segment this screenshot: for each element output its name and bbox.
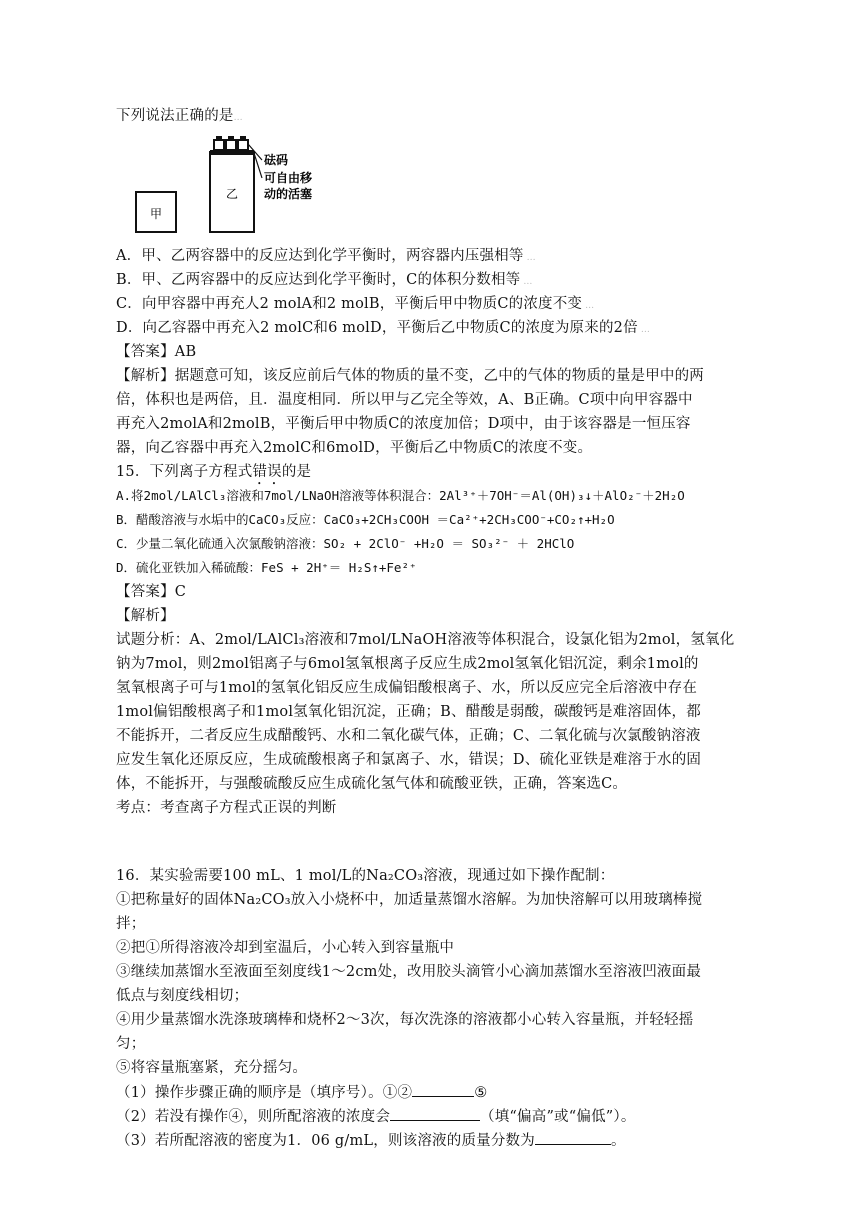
container-figure — [130, 134, 330, 236]
answer-blank-3[interactable] — [535, 1130, 611, 1145]
q15-stem: 15．下列离子方程式错误的是 — [116, 464, 312, 480]
q16-sub2: （2）若没有操作④，则所配溶液的浓度会 （填“偏高”或“偏低”）。 — [116, 1106, 636, 1127]
q14-option-d: D．向乙容器中再充入2 molC和6 molD，平衡后乙中物质C的浓度为原来的2倍 … — [116, 320, 651, 336]
q15-option-d: D．硫化亚铁加入稀硫酸：FeS + 2H⁺＝ H₂S↑+Fe²⁺ — [116, 560, 417, 575]
q16-step: 低点与刻度线相切； — [116, 988, 249, 1004]
answer-blank-1[interactable] — [412, 1082, 474, 1097]
answer-blank-2[interactable] — [390, 1106, 480, 1121]
piston-label-1: 可自由移 — [264, 171, 313, 185]
piston-label-2: 动的活塞 — [264, 187, 313, 201]
q14-analysis-line: 器，向乙容器中再充入2molC和6molD，平衡后乙中物质C的浓度不变。 — [116, 440, 593, 456]
q16-step: ⑤将容量瓶塞紧，充分摇匀。 — [116, 1060, 308, 1076]
q16-step: 拌； — [116, 916, 146, 932]
q16-step: ②把①所得溶液冷却到室温后，小心转入到容量瓶中 — [116, 940, 455, 956]
q15-option-b: B．醋酸溶液与水垢中的CaCO₃反应：CaCO₃+2CH₃COOH ＝Ca²⁺+2CH₃COO⁻+CO₂↑+H₂O — [116, 512, 615, 527]
q15-answer: 【答案】C — [116, 584, 187, 600]
q15-analysis-line: 钠为7mol，则2mol铝离子与6mol氢氧根离子反应生成2mol氢氧化铝沉淀，剩余1mol的 — [116, 656, 699, 672]
q16-step: ①把称量好的固体Na₂CO₃放入小烧杯中，加适量蒸馏水溶解。为加快溶解可以用玻璃棒搅 — [116, 892, 703, 908]
q16-step: ③继续加蒸馏水至液面至刻度线1～2cm处，改用胶头滴管小心滴加蒸馏水至溶液凹液面最 — [116, 964, 702, 980]
box-a-label: 甲 — [149, 207, 163, 221]
q15-option-c: C．少量二氧化硫通入次氯酸钠溶液：SO₂ + 2ClO⁻ +H₂O ＝ SO₃²⁻ ＋ 2HClO — [116, 536, 575, 551]
q14-answer: 【答案】AB — [116, 344, 197, 360]
q15-option-a: A.将2mol/LAlCl₃溶液和7mol/LNaOH溶液等体积混合：2Al³⁺＋7OH⁻＝Al(OH)₃↓＋AlO₂⁻＋2H₂O — [116, 488, 685, 503]
box-b-label: 乙 — [225, 187, 239, 201]
q16-stem: 16．某实验需要100 mL、1 mol/L的Na₂CO₃溶液，现通过如下操作配制： — [116, 868, 615, 884]
q14-option-c: C．向甲容器中再充人2 molA和2 molB，平衡后甲中物质C的浓度不变 … — [116, 296, 595, 312]
q15-analysis-line: 体，不能拆开，与强酸硫酸反应生成硫化氢气体和硫酸亚铁，正确，答案选C。 — [116, 776, 628, 792]
q15-analysis-line: 氢氧根离子可与1mol的氢氧化铝反应生成偏铝酸根离子、水，所以反应完全后溶液中存在 — [116, 680, 698, 696]
q14-analysis-line: 【解析】据题意可知，该反应前后气体的物质的量不变，乙中的气体的物质的量是甲中的两 — [116, 368, 704, 384]
q14-option-a: A．甲、乙两容器中的反应达到化学平衡时，两容器内压强相等 … — [116, 248, 536, 264]
q16-sub3: （3）若所配溶液的密度为1．06 g/mL，则该溶液的质量分数为 。 — [116, 1130, 626, 1151]
q15-analysis-line: 不能拆开，二者反应生成醋酸钙、水和二氧化碳气体，正确；C、二氧化硫与次氯酸钠溶液 — [116, 728, 701, 744]
q16-step: ④用少量蒸馏水洗涤玻璃棒和烧杯2～3次，每次洗涤的溶液都小心转入容量瓶，并轻轻摇 — [116, 1012, 694, 1028]
q15-analysis-line: 应发生氧化还原反应，生成硫酸根离子和氯离子、水，错误；D、硫化亚铁是难溶于水的固 — [116, 752, 702, 768]
q15-analysis-line: 试题分析：A、2mol/LAlCl₃溶液和7mol/LNaOH溶液等体积混合，设氯化铝为2mol，氢氧化 — [116, 632, 735, 648]
q14-analysis-line: 倍，体积也是两倍，且．温度相同．所以甲与乙完全等效，A、B正确。C项中向甲容器中 — [116, 392, 693, 408]
q14-stem: 下列说法正确的是… — [116, 108, 243, 124]
q14-option-b: B．甲、乙两容器中的反应达到化学平衡时，C的体积分数相等 … — [116, 272, 533, 288]
q15-analysis-line: 1mol偏铝酸根离子和1mol氢氧化铝沉淀，正确；B、醋酸是弱酸，碳酸钙是难溶固体，都 — [116, 704, 701, 720]
q14-analysis-line: 再充入2molA和2molB，平衡后甲中物质C的浓度加倍；D项中，由于该容器是一恒压容 — [116, 416, 691, 432]
q16-step: 匀； — [116, 1036, 146, 1052]
q15-analysis-head: 【解析】 — [116, 608, 175, 624]
q16-sub1: （1）操作步骤正确的顺序是（填序号）。①② ⑤ — [116, 1082, 487, 1103]
q15-point: 考点：考查离子方程式正误的判断 — [116, 800, 337, 816]
weight-label: 砝码 — [264, 153, 289, 167]
